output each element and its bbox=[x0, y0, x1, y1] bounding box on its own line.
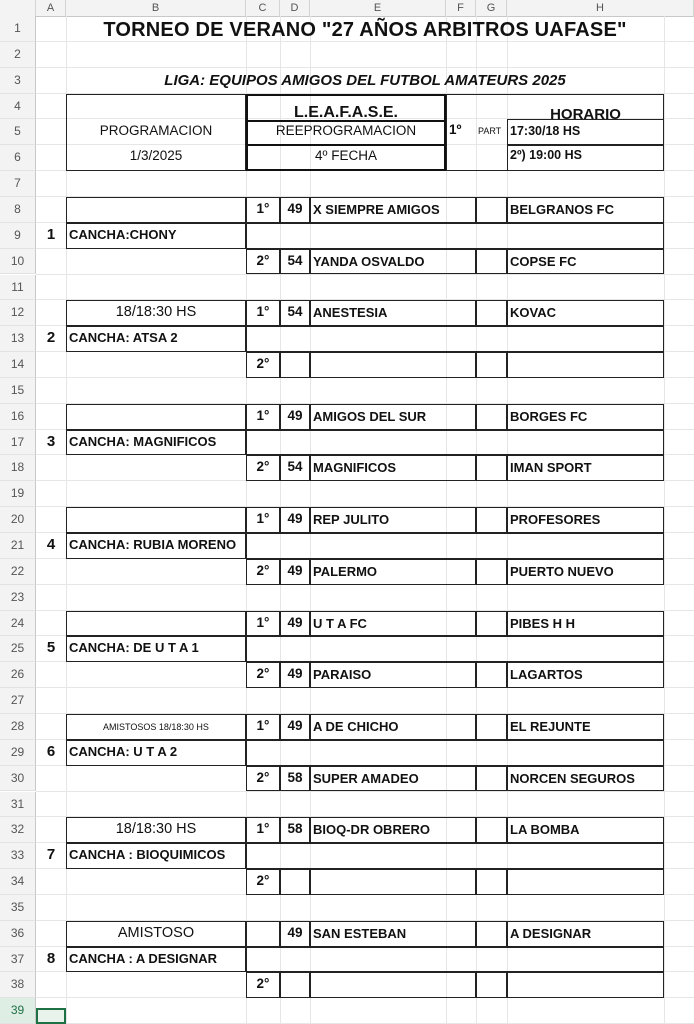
away-team: LAGARTOS bbox=[510, 667, 583, 683]
order-cell bbox=[246, 921, 280, 947]
match-2-order: 2° bbox=[256, 252, 270, 268]
match-category: 58 bbox=[287, 769, 303, 785]
spacer-cell bbox=[476, 869, 507, 895]
home-team: AMIGOS DEL SUR bbox=[313, 408, 427, 424]
spacer-cell bbox=[476, 300, 507, 326]
home-team-cell bbox=[310, 352, 476, 378]
separator-row bbox=[246, 326, 664, 352]
spacer-cell bbox=[476, 766, 507, 792]
row-header[interactable]: 28 bbox=[0, 714, 36, 740]
org-name: L.E.A.F.A.S.E. bbox=[293, 103, 398, 121]
away-team-cell bbox=[507, 352, 664, 378]
row-header[interactable]: 6 bbox=[0, 145, 36, 171]
row-header[interactable]: 38 bbox=[0, 972, 36, 998]
match-category: 49 bbox=[287, 562, 303, 578]
category-cell bbox=[280, 972, 310, 998]
row-header[interactable]: 16 bbox=[0, 404, 36, 430]
away-team: PIBES H H bbox=[510, 615, 576, 631]
row-header[interactable]: 24 bbox=[0, 611, 36, 637]
row-header[interactable]: 37 bbox=[0, 947, 36, 973]
block-number: 3 bbox=[46, 432, 56, 450]
spacer-cell bbox=[476, 352, 507, 378]
league-name: LIGA: EQUIPOS AMIGOS DEL FUTBOL AMATEURS 2025 bbox=[164, 71, 566, 89]
block-number: 8 bbox=[46, 949, 56, 967]
match-category: 54 bbox=[287, 252, 303, 268]
away-team-cell bbox=[507, 972, 664, 998]
gridline bbox=[664, 16, 665, 1024]
match-2-order: 2° bbox=[256, 562, 270, 578]
match-1-order: 1° bbox=[256, 821, 270, 837]
row-header[interactable]: 10 bbox=[0, 249, 36, 275]
row-header[interactable]: 25 bbox=[0, 636, 36, 662]
row-header[interactable]: 31 bbox=[0, 792, 36, 818]
divider bbox=[246, 144, 446, 146]
row-header[interactable]: 21 bbox=[0, 533, 36, 559]
row-header[interactable]: 5 bbox=[0, 119, 36, 145]
match-category: 49 bbox=[287, 511, 303, 527]
away-team-cell bbox=[507, 869, 664, 895]
spacer-cell bbox=[476, 197, 507, 223]
away-team: EL REJUNTE bbox=[510, 718, 591, 734]
horario-label: HORARIO bbox=[550, 105, 621, 123]
row-header[interactable]: 26 bbox=[0, 662, 36, 688]
reprogramacion-label: REEPROGRAMACION bbox=[275, 123, 417, 139]
match-category: 49 bbox=[287, 717, 303, 733]
away-team: BORGES FC bbox=[510, 408, 588, 424]
match-1-order: 1° bbox=[256, 614, 270, 630]
column-header-a[interactable]: A bbox=[36, 0, 66, 16]
block-number: 5 bbox=[46, 639, 56, 657]
row-header[interactable]: 11 bbox=[0, 275, 36, 301]
row-header[interactable]: 18 bbox=[0, 455, 36, 481]
first-match-label: 1º bbox=[449, 122, 462, 138]
home-team: SAN ESTEBAN bbox=[313, 925, 407, 941]
column-header-g[interactable]: G bbox=[476, 0, 507, 16]
row-header[interactable]: 1 bbox=[0, 16, 36, 42]
spacer-cell bbox=[476, 249, 507, 275]
cancha-label: CANCHA: MAGNIFICOS bbox=[69, 433, 217, 449]
time-second: 2º) 19:00 HS bbox=[510, 148, 582, 163]
separator-row bbox=[246, 947, 664, 973]
home-team: BIOQ-DR OBRERO bbox=[313, 822, 430, 838]
row-header[interactable]: 29 bbox=[0, 740, 36, 766]
row-header[interactable]: 22 bbox=[0, 559, 36, 585]
separator-row bbox=[246, 430, 664, 456]
cancha-label: CANCHA: RUBIA MORENO bbox=[69, 537, 237, 552]
row-header[interactable]: 2 bbox=[0, 42, 36, 68]
block-time: 18/18:30 HS bbox=[115, 821, 197, 838]
home-team: ANESTESIA bbox=[313, 305, 388, 321]
row-header[interactable]: 20 bbox=[0, 507, 36, 533]
block-time: AMISTOSOS 18/18:30 HS bbox=[103, 721, 209, 732]
part-label: PART bbox=[478, 126, 502, 137]
cancha-label: CANCHA : BIOQUIMICOS bbox=[69, 847, 226, 863]
column-header-e[interactable]: E bbox=[310, 0, 446, 16]
match-category: 49 bbox=[287, 200, 303, 216]
away-team: BELGRANOS FC bbox=[510, 201, 614, 217]
match-2-order: 2° bbox=[256, 459, 270, 475]
row-header[interactable]: 3 bbox=[0, 68, 36, 94]
spacer-cell bbox=[476, 611, 507, 637]
match-category: 49 bbox=[287, 924, 303, 940]
selected-cell[interactable] bbox=[36, 1008, 66, 1024]
row-header[interactable]: 14 bbox=[0, 352, 36, 378]
cancha-label: CANCHA:CHONY bbox=[69, 226, 177, 242]
away-team: IMAN SPORT bbox=[510, 460, 592, 476]
away-team: KOVAC bbox=[510, 305, 556, 321]
time-cell bbox=[66, 611, 246, 637]
row-header[interactable]: 23 bbox=[0, 585, 36, 611]
row-header[interactable]: 19 bbox=[0, 481, 36, 507]
away-team: COPSE FC bbox=[510, 253, 577, 269]
block-number: 7 bbox=[46, 846, 56, 864]
gridline bbox=[36, 67, 694, 68]
away-team: NORCEN SEGUROS bbox=[510, 770, 635, 786]
home-team: A DE CHICHO bbox=[313, 718, 399, 734]
column-header-d[interactable]: D bbox=[280, 0, 310, 16]
column-header-c[interactable]: C bbox=[246, 0, 280, 16]
home-team: MAGNIFICOS bbox=[313, 460, 397, 476]
column-header-h[interactable]: H bbox=[507, 0, 694, 16]
time-cell bbox=[66, 507, 246, 533]
block-number: 6 bbox=[46, 742, 56, 760]
category-cell bbox=[280, 869, 310, 895]
programacion-label: PROGRAMACION bbox=[99, 123, 213, 139]
match-2-order: 2° bbox=[256, 873, 270, 889]
match-1-order: 1° bbox=[256, 511, 270, 527]
home-team: PARAISO bbox=[313, 667, 372, 683]
separator-row bbox=[246, 843, 664, 869]
block-number: 1 bbox=[46, 225, 56, 243]
match-category: 49 bbox=[287, 407, 303, 423]
spacer-cell bbox=[476, 559, 507, 585]
separator-row bbox=[246, 223, 664, 249]
row-header[interactable]: 9 bbox=[0, 223, 36, 249]
row-header[interactable]: 34 bbox=[0, 869, 36, 895]
home-team-cell bbox=[310, 972, 476, 998]
match-1-order: 1° bbox=[256, 200, 270, 216]
spacer-cell bbox=[476, 404, 507, 430]
match-category: 54 bbox=[287, 304, 303, 320]
home-team: U T A FC bbox=[313, 615, 367, 631]
row-header[interactable]: 32 bbox=[0, 817, 36, 843]
cancha-label: CANCHA: DE U T A 1 bbox=[69, 640, 199, 656]
time-first: 17:30/18 HS bbox=[510, 124, 581, 139]
match-category: 49 bbox=[287, 614, 303, 630]
away-team: LA BOMBA bbox=[510, 822, 580, 838]
block-time: AMISTOSO bbox=[117, 924, 195, 941]
row-header[interactable]: 33 bbox=[0, 843, 36, 869]
match-category: 54 bbox=[287, 459, 303, 475]
row-header[interactable]: 4 bbox=[0, 94, 36, 120]
cancha-label: CANCHA: ATSA 2 bbox=[69, 330, 178, 346]
separator-row bbox=[246, 533, 664, 559]
match-category: 58 bbox=[287, 821, 303, 837]
row-header[interactable]: 7 bbox=[0, 171, 36, 197]
spacer-cell bbox=[476, 817, 507, 843]
row-header[interactable]: 30 bbox=[0, 766, 36, 792]
home-team: YANDA OSVALDO bbox=[313, 253, 425, 269]
home-team: PALERMO bbox=[313, 563, 378, 579]
home-team-cell bbox=[310, 869, 476, 895]
match-1-order: 1° bbox=[256, 304, 270, 320]
category-cell bbox=[280, 352, 310, 378]
column-header-b[interactable]: B bbox=[66, 0, 246, 16]
block-time: 18/18:30 HS bbox=[115, 304, 197, 321]
match-2-order: 2° bbox=[256, 769, 270, 785]
match-1-order: 1° bbox=[256, 717, 270, 733]
home-team: REP JULITO bbox=[313, 512, 390, 528]
block-number: 2 bbox=[46, 329, 56, 347]
date-label: 1/3/2025 bbox=[129, 148, 183, 164]
row-header[interactable]: 27 bbox=[0, 688, 36, 714]
spacer-cell bbox=[476, 507, 507, 533]
spacer-cell bbox=[476, 972, 507, 998]
time-cell bbox=[66, 404, 246, 430]
sheet-title: TORNEO DE VERANO "27 AÑOS ARBITROS UAFASE" bbox=[103, 19, 627, 41]
match-category: 49 bbox=[287, 666, 303, 682]
away-team: A DESIGNAR bbox=[510, 925, 592, 941]
row-header[interactable]: 13 bbox=[0, 326, 36, 352]
row-header[interactable]: 15 bbox=[0, 378, 36, 404]
block-number: 4 bbox=[46, 536, 56, 553]
match-2-order: 2° bbox=[256, 976, 270, 992]
match-2-order: 2° bbox=[256, 666, 270, 682]
row-header[interactable]: 12 bbox=[0, 300, 36, 326]
fecha-label: 4º FECHA bbox=[315, 148, 377, 164]
away-team: PUERTO NUEVO bbox=[510, 563, 614, 579]
home-team: SUPER AMADEO bbox=[313, 770, 419, 786]
spacer-cell bbox=[476, 921, 507, 947]
column-header-f[interactable]: F bbox=[446, 0, 476, 16]
row-header[interactable]: 39 bbox=[0, 998, 36, 1024]
spacer-cell bbox=[476, 455, 507, 481]
separator-row bbox=[246, 636, 664, 662]
away-team: PROFESORES bbox=[510, 512, 601, 528]
home-team: X SIEMPRE AMIGOS bbox=[313, 201, 440, 217]
row-header[interactable]: 35 bbox=[0, 895, 36, 921]
time-cell bbox=[66, 197, 246, 223]
separator-row bbox=[246, 740, 664, 766]
row-header[interactable]: 8 bbox=[0, 197, 36, 223]
match-1-order: 1° bbox=[256, 407, 270, 423]
column-header-bar bbox=[0, 0, 694, 17]
spacer-cell bbox=[476, 714, 507, 740]
cancha-label: CANCHA : A DESIGNAR bbox=[69, 950, 218, 966]
row-header[interactable]: 17 bbox=[0, 430, 36, 456]
cancha-label: CANCHA: U T A 2 bbox=[69, 743, 178, 759]
select-all-corner[interactable] bbox=[0, 0, 36, 16]
row-header[interactable]: 36 bbox=[0, 921, 36, 947]
spacer-cell bbox=[476, 662, 507, 688]
match-2-order: 2° bbox=[256, 356, 270, 372]
